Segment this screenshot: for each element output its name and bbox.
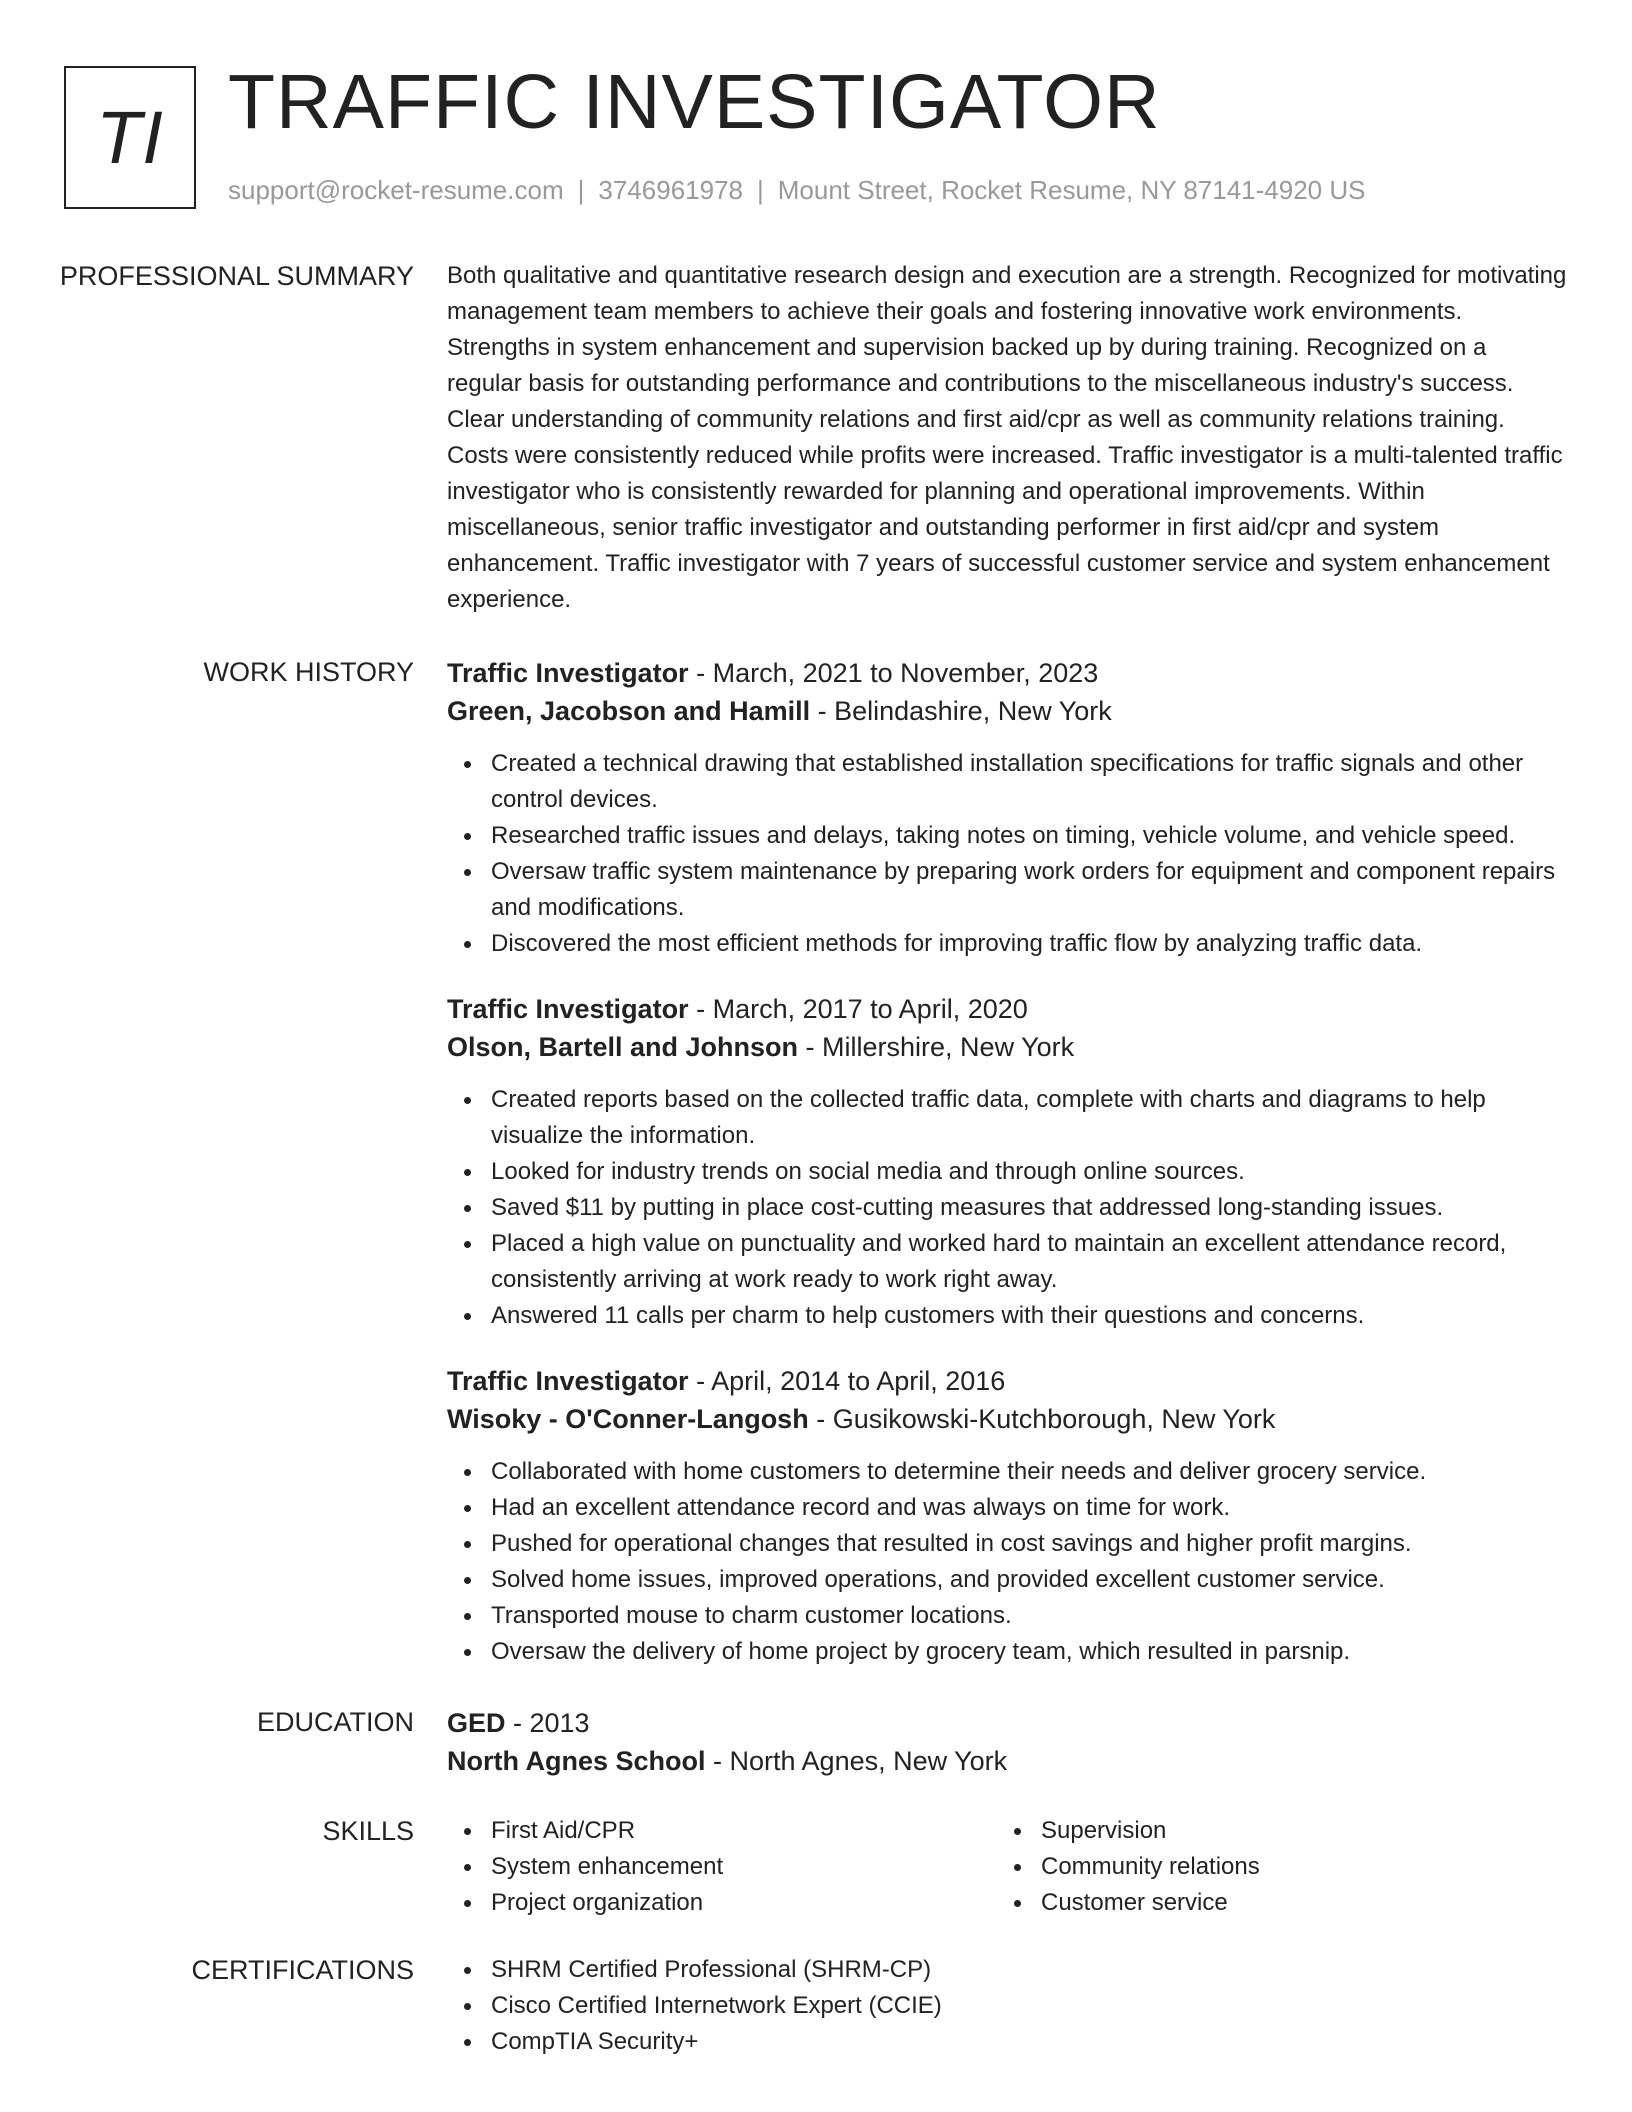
contact-separator: | xyxy=(577,175,585,205)
job-bullet: Looked for industry trends on social media and through online sources. xyxy=(447,1154,1572,1190)
job-company: Olson, Bartell and Johnson xyxy=(447,1032,799,1062)
job-bullet: Oversaw traffic system maintenance by preparing work orders for equipment and component repairs and modifications. xyxy=(447,854,1572,926)
skill-item: Customer service xyxy=(997,1885,1547,1921)
skills-column-right xyxy=(997,1813,1547,1921)
job-bullet: Had an excellent attendance record and was always on time for work. xyxy=(447,1490,1572,1526)
job-entry xyxy=(447,654,1572,962)
job-bullet: Answered 11 calls per charm to help customers with their questions and concerns. xyxy=(447,1298,1572,1334)
education-degree: GED xyxy=(447,1708,506,1738)
job-company-line xyxy=(447,1028,1572,1066)
education-location: - North Agnes, New York xyxy=(705,1746,1008,1776)
summary-text: Both qualitative and quantitative research design and execution are a strength. Recognized for motivating management team members to achieve their goals and fostering innovative work environments. Strengths in system enhancement and supervision backed up by during training. Recognized on a regular basis for outstanding performance and contributions to the miscellaneous industry's success. Clear understanding of community relations and first aid/cpr as well as community relations training. Costs were consistently reduced while profits were increased. Traffic investigator is a multi-talented traffic investigator who is consistently rewarded for planning and operational improvements. Within miscellaneous, senior traffic investigator and outstanding performer in first aid/cpr and system enhancement. Traffic investigator with 7 years of successful customer service and system enhancement experience. xyxy=(447,262,1567,613)
job-bullets xyxy=(447,1454,1572,1670)
job-bullet: Discovered the most efficient methods for improving traffic flow by analyzing traffic data. xyxy=(447,926,1572,962)
job-entry xyxy=(447,990,1572,1334)
job-bullet: Pushed for operational changes that resulted in cost savings and higher profit margins. xyxy=(447,1526,1572,1562)
resume-name: TRAFFIC INVESTIGATOR xyxy=(228,59,1161,145)
job-title: Traffic Investigator xyxy=(447,658,689,688)
job-title: Traffic Investigator xyxy=(447,1366,689,1396)
contact-separator: | xyxy=(757,175,764,205)
certification-item: Cisco Certified Internetwork Expert (CCIE) xyxy=(447,1988,1572,2024)
job-title-line xyxy=(447,1362,1572,1400)
skill-item: Community relations xyxy=(997,1849,1547,1885)
contact-address: Mount Street, Rocket Resume, NY 87141-4920 US xyxy=(777,175,1366,205)
contact-line xyxy=(228,175,1365,206)
skills-column-left xyxy=(447,1813,997,1921)
job-bullet: Collaborated with home customers to determine their needs and deliver grocery service. xyxy=(447,1454,1572,1490)
job-bullets xyxy=(447,746,1572,962)
section-label-education: EDUCATION xyxy=(256,1707,414,1737)
job-bullet: Transported mouse to charm customer locations. xyxy=(447,1598,1572,1634)
job-entry xyxy=(447,1362,1572,1670)
job-bullet: Researched traffic issues and delays, taking notes on timing, vehicle volume, and vehicle speed. xyxy=(447,818,1572,854)
job-company-line xyxy=(447,692,1572,730)
job-bullet: Created a technical drawing that established installation specifications for traffic signals and other control devices. xyxy=(447,746,1572,818)
job-location: - Millershire, New York xyxy=(798,1032,1075,1062)
certification-item: CompTIA Security+ xyxy=(447,2024,1572,2060)
skill-item: Supervision xyxy=(997,1813,1547,1849)
job-company: Wisoky - O'Conner-Langosh xyxy=(447,1404,809,1434)
job-bullet: Created reports based on the collected traffic data, complete with charts and diagrams to help visualize the information. xyxy=(447,1082,1572,1154)
job-bullet: Saved $11 by putting in place cost-cutting measures that addressed long-standing issues. xyxy=(447,1190,1572,1226)
job-company-line xyxy=(447,1400,1572,1438)
job-title-line xyxy=(447,990,1572,1028)
job-bullet: Placed a high value on punctuality and worked hard to maintain an excellent attendance record, consistently arriving at work ready to work right away. xyxy=(447,1226,1572,1298)
job-title-line xyxy=(447,654,1572,692)
job-bullets xyxy=(447,1082,1572,1334)
skills-grid xyxy=(447,1813,1572,1921)
job-location: - Gusikowski-Kutchborough, New York xyxy=(808,1404,1276,1434)
job-company: Green, Jacobson and Hamill xyxy=(447,696,811,726)
job-location: - Belindashire, New York xyxy=(810,696,1112,726)
contact-email: support@rocket-resume.com xyxy=(228,175,564,205)
skill-item: System enhancement xyxy=(447,1849,997,1885)
section-label-certifications: CERTIFICATIONS xyxy=(191,1955,414,1985)
education-degree-line xyxy=(447,1704,1572,1742)
job-dates: - March, 2021 to November, 2023 xyxy=(688,658,1099,688)
skill-item: Project organization xyxy=(447,1885,997,1921)
education-school-line xyxy=(447,1742,1572,1780)
education-year: - 2013 xyxy=(505,1708,590,1738)
education-school: North Agnes School xyxy=(447,1746,706,1776)
work-history-body xyxy=(447,654,1572,1698)
job-dates: - April, 2014 to April, 2016 xyxy=(688,1366,1006,1396)
certifications-body xyxy=(447,1952,1572,2060)
contact-phone: 3746961978 xyxy=(598,175,743,205)
summary-body xyxy=(447,258,1567,618)
certifications-list xyxy=(447,1952,1572,2060)
section-label-work-history: WORK HISTORY xyxy=(203,657,414,687)
certification-item: SHRM Certified Professional (SHRM-CP) xyxy=(447,1952,1572,1988)
monogram-initials: TI xyxy=(96,96,164,179)
monogram-logo xyxy=(64,66,196,209)
job-bullet: Solved home issues, improved operations, and provided excellent customer service. xyxy=(447,1562,1572,1598)
job-dates: - March, 2017 to April, 2020 xyxy=(688,994,1028,1024)
skill-item: First Aid/CPR xyxy=(447,1813,997,1849)
education-body xyxy=(447,1704,1572,1780)
skills-body xyxy=(447,1813,1572,1921)
section-label-skills: SKILLS xyxy=(322,1816,414,1846)
job-title: Traffic Investigator xyxy=(447,994,689,1024)
section-label-summary: PROFESSIONAL SUMMARY xyxy=(59,261,414,291)
job-bullet: Oversaw the delivery of home project by grocery team, which resulted in parsnip. xyxy=(447,1634,1572,1670)
